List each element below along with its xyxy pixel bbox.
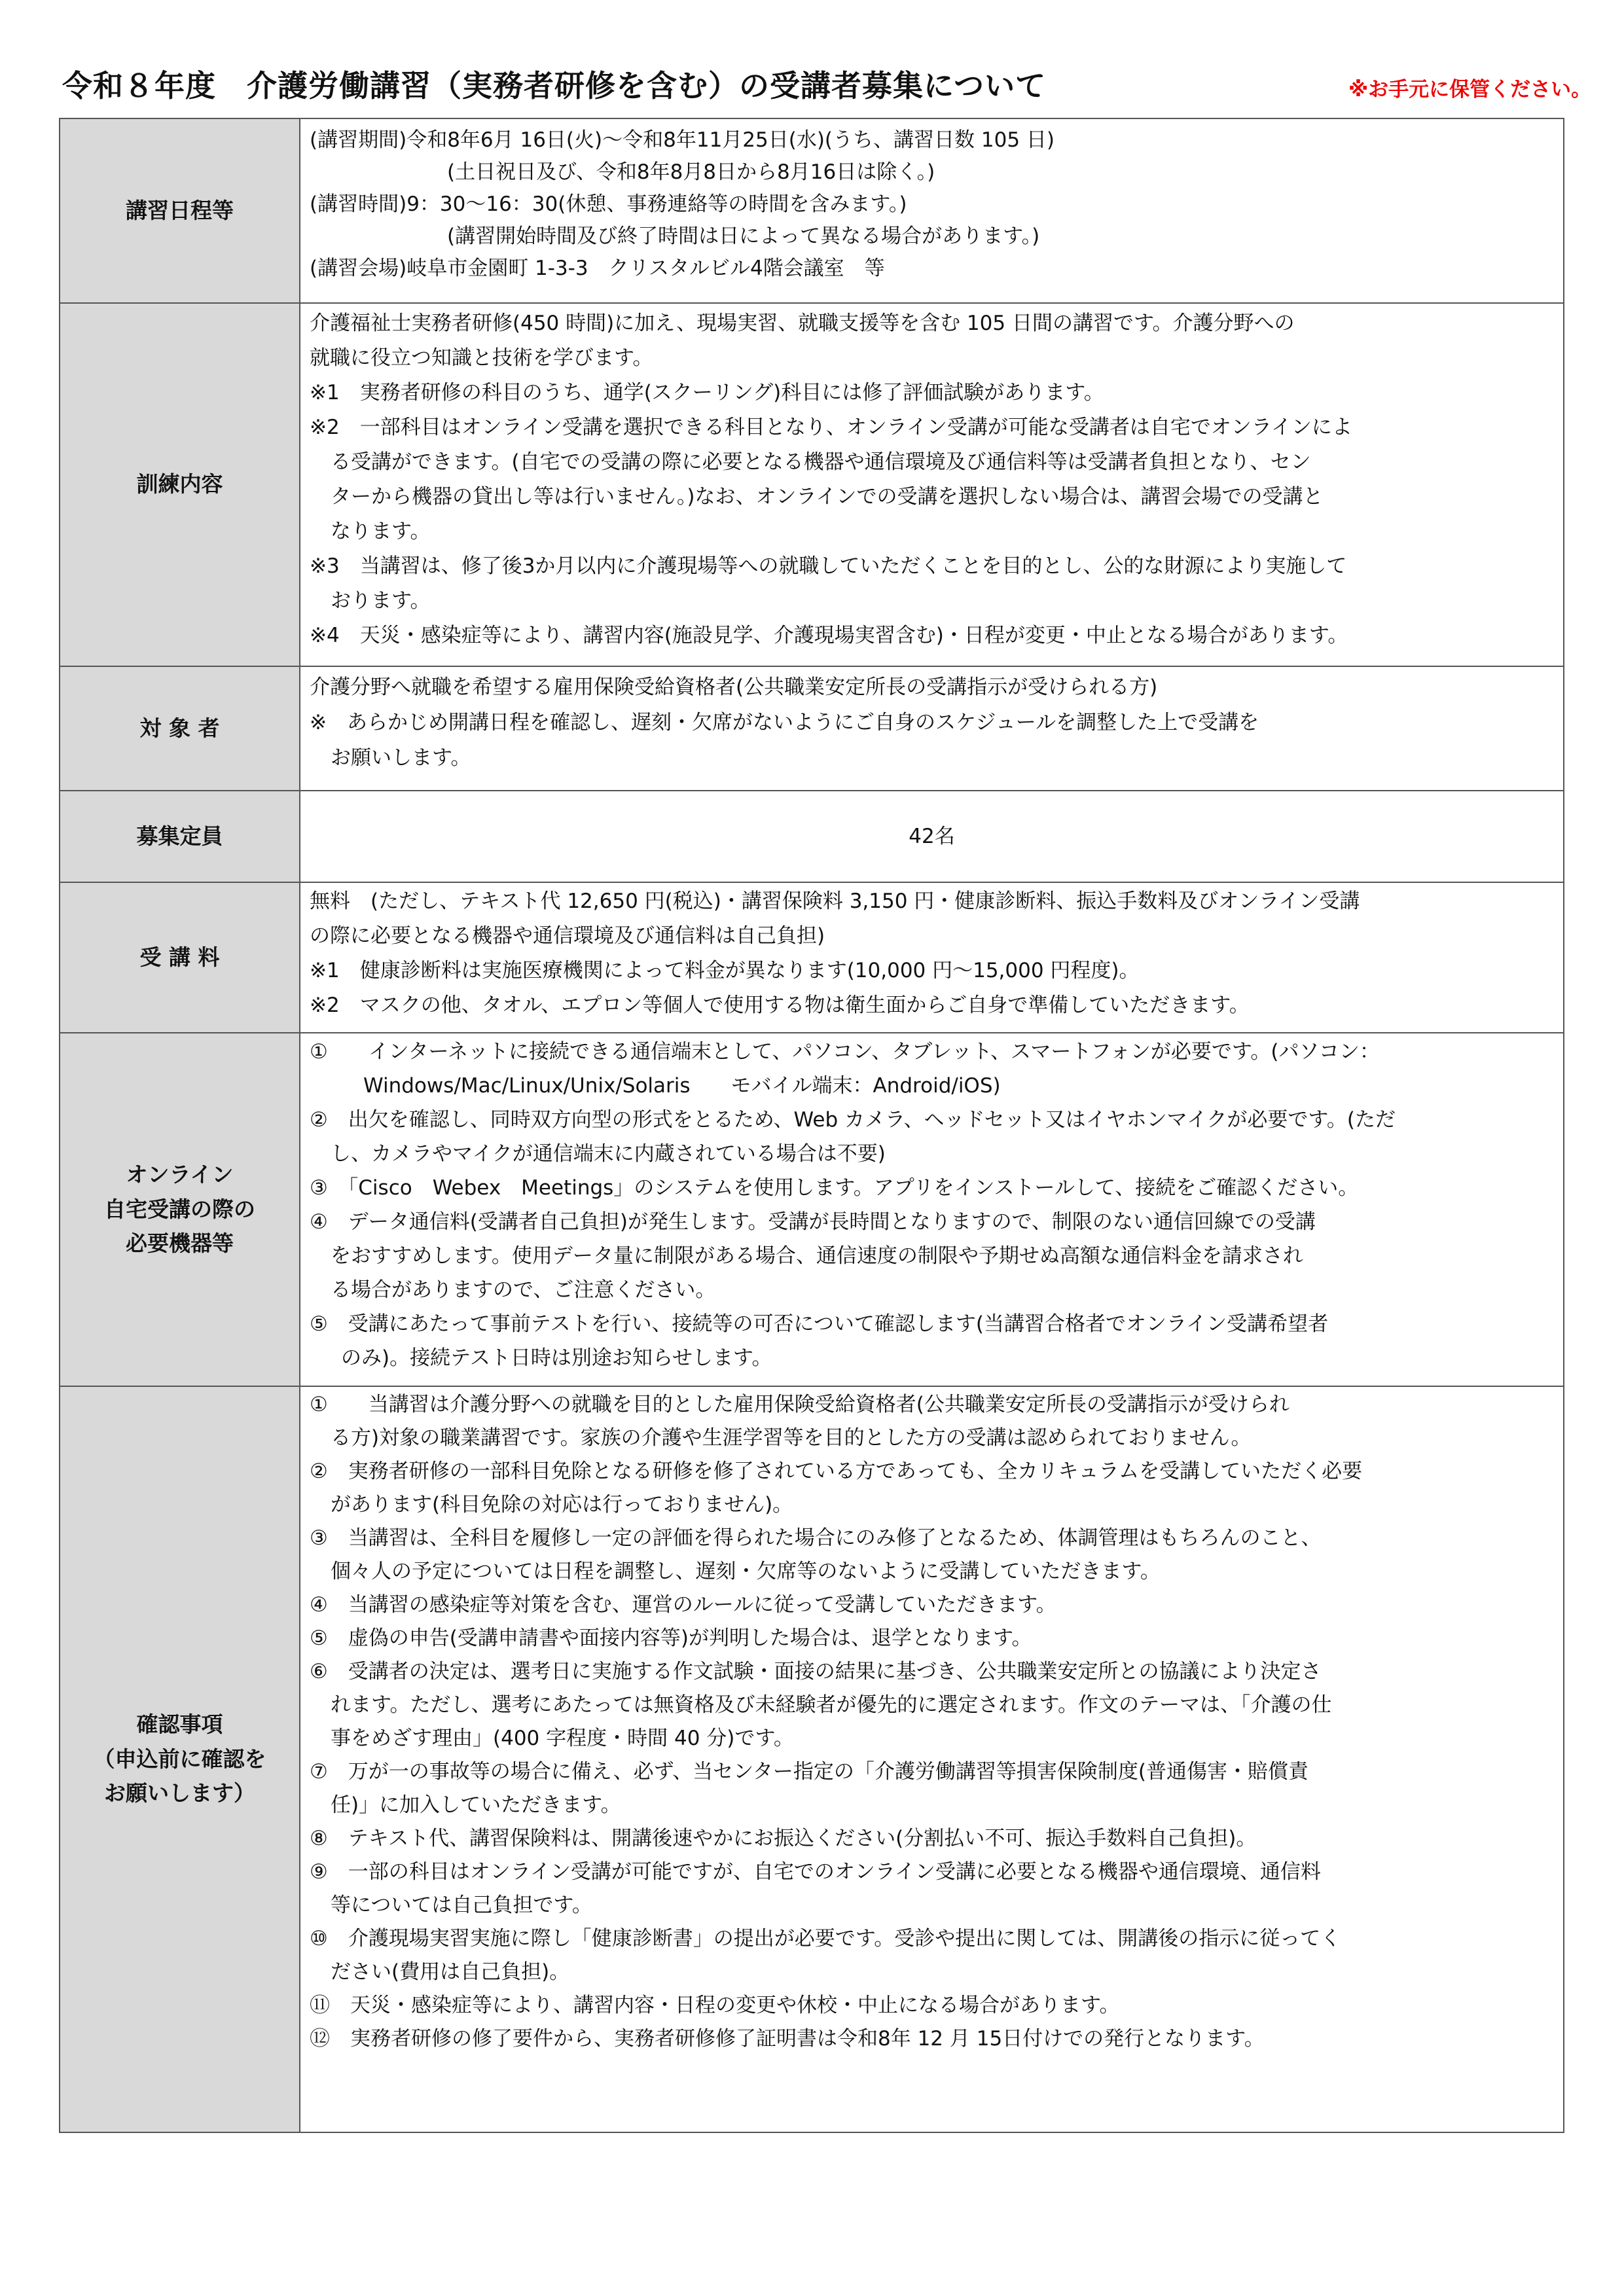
- list-item: る方)対象の職業講習です。家族の介護や生涯学習等を目的とした方の受講は認められておりません。: [331, 1426, 1252, 1450]
- list-item: れます。ただし、選考にあたっては無資格及び未経験者が優先的に選定されます。作文のテーマは、「介護の仕: [331, 1693, 1332, 1717]
- capacity-value: 42名: [300, 791, 1564, 882]
- list-item: ⑤ 虚偽の申告(受講申請書や面接内容等)が判明した場合は、退学となります。: [310, 1626, 1032, 1650]
- list-item: ⑥ 受講者の決定は、選考日に実施する作文試験・面接の結果に基づき、公共職業安定所との協議により決定さ: [310, 1660, 1322, 1683]
- list-item: 事をめざす理由」(400 字程度・時間 40 分)です。: [331, 1727, 794, 1750]
- text-line: 無料 (ただし、テキスト代 12,650 円(税込)・講習保険料 3,150 円・健康診断料、振込手数料及びオンライン受講: [310, 889, 1360, 913]
- text-line: のみ)。接続テスト日時は別途お知らせします。: [341, 1346, 772, 1370]
- info-table: [59, 118, 1564, 2133]
- list-item: ③ 当講習は、全科目を履修し一定の評価を得られた場合にのみ修了となるため、体調管理はもちろんのこと、: [310, 1526, 1322, 1550]
- text-line: おります。: [331, 589, 431, 613]
- row-body-training: [300, 303, 1564, 666]
- text-line: ※2 マスクの他、タオル、エプロン等個人で使用する物は衛生面からご自身で準備していただきます。: [310, 994, 1250, 1017]
- list-item: ① 当講習は介護分野への就職を目的とした雇用保険受給資格者(公共職業安定所長の受講指示が受けられ: [310, 1393, 1290, 1416]
- list-item: ⑩ 介護現場実習実施に際し「健康診断書」の提出が必要です。受診や提出に関しては、開講後の指示に従ってく: [310, 1927, 1341, 1950]
- heading-line: 自宅受講の際の: [104, 1196, 255, 1222]
- table-row-fee: [60, 882, 1564, 1033]
- heading-line: （申込前に確認を: [93, 1746, 266, 1772]
- text-line: ※ あらかじめ開講日程を確認し、遅刻・欠席がないようにご自身のスケジュールを調整した上で受講を: [310, 711, 1259, 734]
- text-line: (講習開始時間及び終了時間は日によって異なる場合があります。): [447, 224, 1040, 248]
- text-line: の際に必要となる機器や通信環境及び通信料は自己負担): [310, 924, 825, 948]
- text-line: Windows/Mac/Linux/Unix/Solaris モバイル端末：Android/iOS): [363, 1074, 1001, 1098]
- text-line: (講習時間)9：30～16：30(休憩、事務連絡等の時間を含みます。): [310, 192, 907, 216]
- row-body-fee: [300, 882, 1564, 1033]
- table-row-training: [60, 303, 1564, 666]
- heading-line: 必要機器等: [126, 1230, 234, 1257]
- list-item: ださい(費用は自己負担)。: [331, 1960, 570, 1984]
- table-row-confirm: [60, 1386, 1564, 2132]
- list-item: 個々人の予定については日程を調整し、遅刻・欠席等のないように受講していただきます。: [331, 1560, 1161, 1583]
- text-line: る場合がありますので、ご注意ください。: [331, 1278, 716, 1302]
- heading-line: オンライン: [126, 1161, 234, 1187]
- list-item: ④ 当講習の感染症等対策を含む、運営のルールに従って受講していただきます。: [310, 1593, 1056, 1617]
- text-line: ※2 一部科目はオンライン受講を選択できる科目となり、オンライン受講が可能な受講者は自宅でオンラインによ: [310, 416, 1352, 439]
- text-line: をおすすめします。使用データ量に制限がある場合、通信速度の制限や予期せぬ高額な通信料金を請求され: [331, 1244, 1303, 1268]
- row-heading-confirm: [60, 1386, 300, 2132]
- text-line: (土日祝日及び、令和8年8月8日から8月16日は除く。): [447, 160, 935, 184]
- text-line: ※3 当講習は、修了後3か月以内に介護現場等への就職していただくことを目的とし、公的な財源により実施して: [310, 554, 1347, 578]
- text-line: る受講ができます。(自宅での受講の際に必要となる機器や通信環境及び通信料等は受講者負担となり、セン: [331, 450, 1311, 474]
- text-line: 介護福祉士実務者研修(450 時間)に加え、現場実習、就職支援等を含む 105 日間の講習です。介護分野への: [310, 312, 1295, 335]
- list-item: 任)」に加入していただきます。: [331, 1793, 621, 1817]
- list-item: ⑦ 万が一の事故等の場合に備え、必ず、当センター指定の「介護労働講習等損害保険制度(普通傷害・賠償責: [310, 1760, 1309, 1784]
- table-row-target: [60, 666, 1564, 791]
- row-body-schedule: [300, 118, 1564, 303]
- table-row-schedule: [60, 118, 1564, 303]
- list-item: ⑪ 天災・感染症等により、講習内容・日程の変更や休校・中止になる場合があります。: [310, 1994, 1120, 2017]
- row-heading-training: 訓練内容: [60, 303, 300, 666]
- list-item: ② 実務者研修の一部科目免除となる研修を修了されている方であっても、全カリキュラムを受講していただく必要: [310, 1460, 1363, 1483]
- row-heading-fee: 受 講 料: [60, 882, 300, 1033]
- text-line: ⑤ 受講にあたって事前テストを行い、接続等の可否について確認します(当講習合格者でオンライン受講希望者: [310, 1312, 1329, 1336]
- text-line: (講習期間)令和8年6月 16日(火)～令和8年11月25日(水)(うち、講習日数 105 日): [310, 128, 1055, 152]
- text-line: お願いします。: [331, 746, 471, 770]
- text-line: ※1 実務者研修の科目のうち、通学(スクーリング)科目には修了評価試験があります。: [310, 381, 1104, 404]
- table-row-capacity: [60, 791, 1564, 882]
- text-line: し、カメラやマイクが通信端末に内蔵されている場合は不要): [331, 1142, 886, 1166]
- row-heading-online: [60, 1033, 300, 1386]
- heading-line: 確認事項: [136, 1711, 223, 1737]
- row-body-confirm: [300, 1386, 1564, 2132]
- text-line: ④ データ通信料(受講者自己負担)が発生します。受講が長時間となりますので、制限のない通信回線での受講: [310, 1210, 1316, 1234]
- row-heading-schedule: 講習日程等: [60, 118, 300, 303]
- text-line: 就職に役立つ知識と技術を学びます。: [310, 346, 653, 370]
- row-heading-target: 対 象 者: [60, 666, 300, 791]
- table-row-online: [60, 1033, 1564, 1386]
- text-line: 介護分野へ就職を希望する雇用保険受給資格者(公共職業安定所長の受講指示が受けられる方): [310, 675, 1158, 699]
- text-line: ① インターネットに接続できる通信端末として、パソコン、タブレット、スマートフォンが必要です。(パソコン：: [310, 1040, 1380, 1064]
- heading-line: お願いします）: [104, 1780, 255, 1806]
- text-line: ターから機器の貸出し等は行いません。)なお、オンラインでの受講を選択しない場合は、講習会場での受講と: [331, 485, 1324, 509]
- text-line: なります。: [331, 520, 431, 543]
- text-line: ※4 天災・感染症等により、講習内容(施設見学、介護現場実習含む)・日程が変更・中止となる場合があります。: [310, 624, 1348, 647]
- row-body-online: [300, 1033, 1564, 1386]
- row-body-target: [300, 666, 1564, 791]
- list-item: ⑫ 実務者研修の修了要件から、実務者研修修了証明書は令和8年 12 月 15日付けでの発行となります。: [310, 2027, 1265, 2051]
- list-item: ⑧ テキスト代、講習保険料は、開講後速やかにお振込ください(分割払い不可、振込手数料自己負担)。: [310, 1827, 1257, 1850]
- list-item: があります(科目免除の対応は行っておりません)。: [331, 1493, 793, 1516]
- text-line: ② 出欠を確認し、同時双方向型の形式をとるため、Web カメラ、ヘッドセット又はイヤホンマイクが必要です。(ただ: [310, 1108, 1396, 1132]
- title-row: [62, 62, 1592, 108]
- row-heading-capacity: 募集定員: [60, 791, 300, 882]
- keep-note: ※お手元に保管ください。: [1348, 78, 1592, 101]
- text-line: ③ 「Cisco Webex Meetings」のシステムを使用します。アプリをインストールして、接続をご確認ください。: [310, 1176, 1359, 1200]
- list-item: ⑨ 一部の科目はオンライン受講が可能ですが、自宅でのオンライン受講に必要となる機器や通信環境、通信料: [310, 1860, 1321, 1884]
- text-line: ※1 健康診断料は実施医療機関によって料金が異なります(10,000 円～15,000 円程度)。: [310, 959, 1140, 982]
- list-item: 等については自己負担です。: [331, 1893, 592, 1917]
- page-title: 令和８年度 介護労働講習（実務者研修を含む）の受講者募集について: [62, 68, 1047, 103]
- text-line: (講習会場)岐阜市金園町 1-3-3 クリスタルビル4階会議室 等: [310, 257, 885, 280]
